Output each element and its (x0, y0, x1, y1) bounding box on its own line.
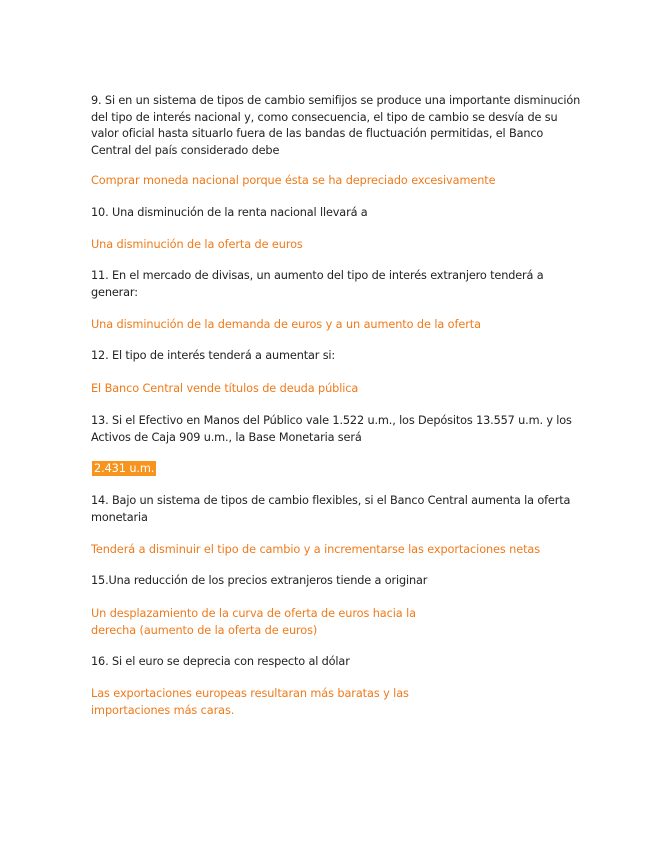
answer-12: El Banco Central vende títulos de deuda pública (91, 382, 359, 395)
answer-11: Una disminución de la demanda de euros y a un aumento de la oferta (91, 318, 481, 331)
question-9: 9. Si en un sistema de tipos de cambio semifijos se produce una importante disminución del tipo de interés nacional y, como consecuencia, el tipo de cambio se desvía de su valor oficial hasta situarlo fuera de las bandas de fluctuación permitidas, el Banco Central del país considerado debe (91, 94, 581, 157)
question-11: 11. En el mercado de divisas, un aumento del tipo de interés extranjero tenderá a generar: (91, 269, 544, 299)
answer-9: Comprar moneda nacional porque ésta se ha depreciado excesivamente (91, 174, 496, 187)
answer-10: Una disminución de la oferta de euros (91, 238, 303, 251)
answer-16: Las exportaciones europeas resultaran más baratas y las importaciones más caras. (91, 687, 409, 717)
answer-14: Tenderá a disminuir el tipo de cambio y a incrementarse las exportaciones netas (91, 543, 541, 556)
question-12: 12. El tipo de interés tenderá a aumentar si: (91, 349, 336, 362)
highlighted-answer: 2.431 u.m. (94, 462, 155, 475)
answer-13 (92, 461, 572, 478)
question-15: 15.Una reducción de los precios extranjeros tiende a originar (91, 574, 428, 587)
question-13: 13. Si el Efectivo en Manos del Público vale 1.522 u.m., los Depósitos 13.557 u.m. y los Activos de Caja 909 u.m., la Base Monetaria será (91, 414, 572, 444)
question-10: 10. Una disminución de la renta nacional llevará a (91, 206, 368, 219)
question-16: 16. Si el euro se deprecia con respecto al dólar (91, 655, 350, 668)
question-14: 14. Bajo un sistema de tipos de cambio flexibles, si el Banco Central aumenta la oferta monetaria (91, 494, 571, 524)
answer-15: Un desplazamiento de la curva de oferta de euros hacia la derecha (aumento de la oferta de euros) (91, 607, 416, 637)
